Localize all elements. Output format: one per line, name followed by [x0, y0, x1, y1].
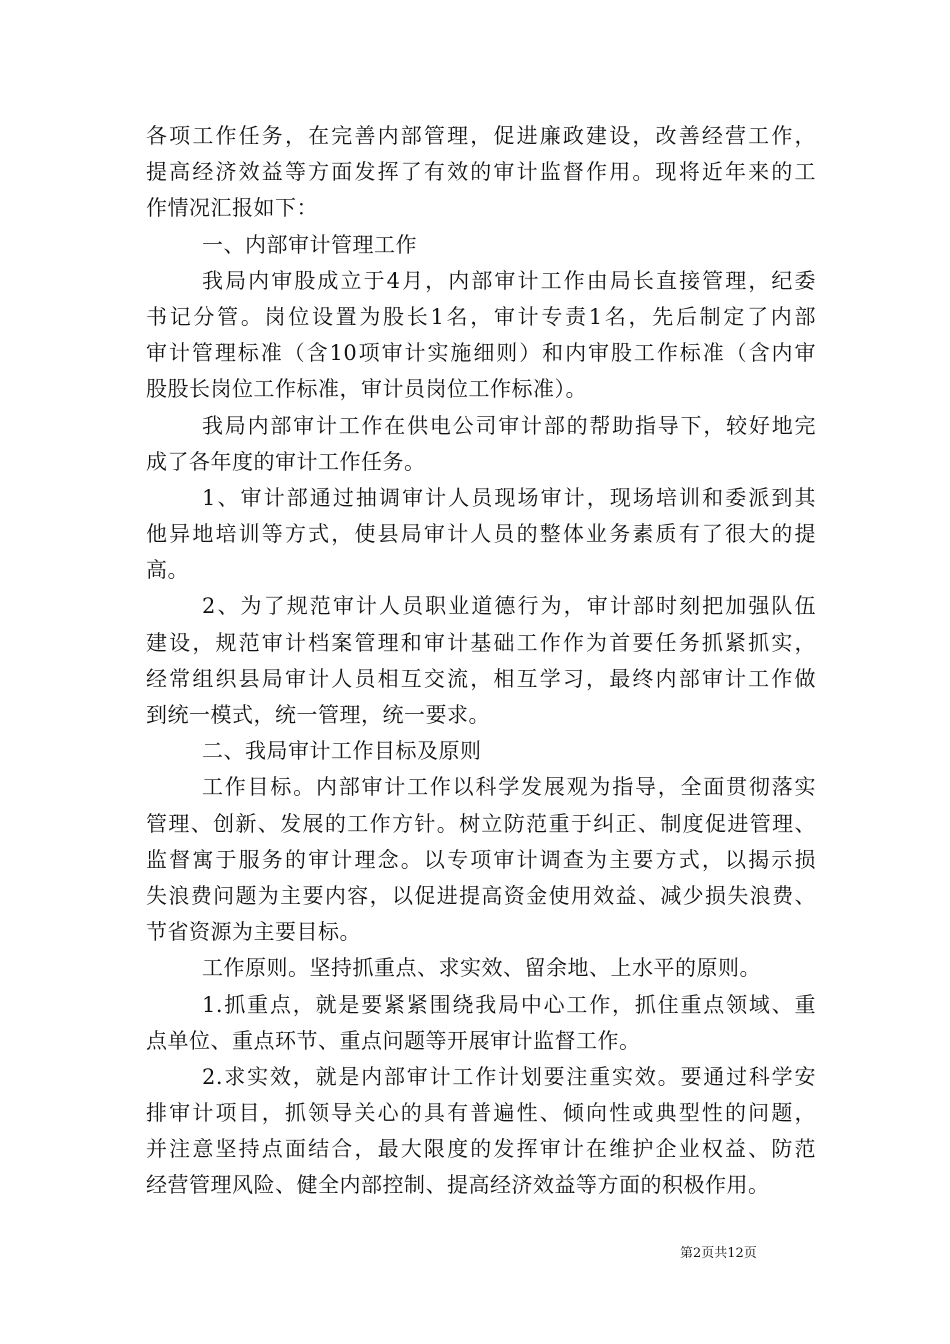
text-line: 点单位、重点环节、重点问题等开展审计监督工作。: [146, 1028, 641, 1053]
text-line: 并注意坚持点面结合，最大限度的发挥审计在维护企业权益、防范: [146, 1137, 816, 1162]
paragraph: [146, 950, 816, 986]
document-body: [146, 118, 816, 1204]
text-line: 各项工作任务，在完善内部管理，促进廉政建设，改善经营工作，: [146, 124, 816, 148]
text-line: 二、我局审计工作目标及原则: [202, 739, 482, 764]
text-line: 高。: [146, 558, 189, 583]
paragraph: [146, 769, 816, 950]
paragraph: [146, 480, 816, 589]
text-line: 工作原则。坚持抓重点、求实效、留余地、上水平的原则。: [202, 956, 761, 981]
text-line: 节省资源为主要目标。: [146, 920, 361, 945]
text-line: 1、审计部通过抽调审计人员现场审计，现场培训和委派到其: [202, 485, 816, 510]
page-number: 第2页共12页: [680, 1246, 757, 1261]
text-line: 2、为了规范审计人员职业道德行为，审计部时刻把加强队伍: [202, 594, 816, 619]
text-line: 提高经济效益等方面发挥了有效的审计监督作用。现将近年来的工: [146, 160, 816, 185]
section-heading: [146, 227, 816, 263]
paragraph: [146, 987, 816, 1059]
text-line: 书记分管。岗位设置为股长1名，审计专责1名，先后制定了内部: [146, 304, 816, 329]
paragraph: [146, 408, 816, 480]
text-line: 作情况汇报如下：: [146, 196, 318, 221]
text-line: 我局内审股成立于4月，内部审计工作由局长直接管理，纪委: [202, 268, 816, 293]
paragraph: [146, 118, 816, 227]
text-line: 2.求实效，就是内部审计工作计划要注重实效。要通过科学安: [202, 1064, 816, 1089]
text-line: 工作目标。内部审计工作以科学发展观为指导，全面贯彻落实: [202, 775, 816, 800]
text-line: 管理、创新、发展的工作方针。树立防范重于纠正、制度促进管理、: [146, 811, 816, 836]
text-line: 1.抓重点，就是要紧紧围绕我局中心工作，抓住重点领域、重: [202, 992, 816, 1017]
text-line: 建设，规范审计档案管理和审计基础工作作为首要任务抓紧抓实，: [146, 630, 816, 655]
section-heading: [146, 733, 816, 769]
text-line: 成了各年度的审计工作任务。: [146, 449, 426, 474]
text-line: 失浪费问题为主要内容，以促进提高资金使用效益、减少损失浪费、: [146, 883, 816, 908]
paragraph: [146, 1059, 816, 1204]
text-line: 他异地培训等方式，使县局审计人员的整体业务素质有了很大的提: [146, 522, 816, 547]
text-line: 监督寓于服务的审计理念。以专项审计调查为主要方式，以揭示损: [146, 847, 816, 872]
text-line: 审计管理标准（含10项审计实施细则）和内审股工作标准（含内审: [146, 341, 816, 366]
text-line: 经常组织县局审计人员相互交流，相互学习，最终内部审计工作做: [146, 666, 816, 691]
text-line: 排审计项目，抓领导关心的具有普遍性、倾向性或典型性的问题，: [146, 1101, 816, 1126]
text-line: 我局内部审计工作在供电公司审计部的帮助指导下，较好地完: [202, 413, 816, 438]
text-line: 到统一模式，统一管理，统一要求。: [146, 703, 490, 727]
text-line: 股股长岗位工作标准，审计员岗位工作标准）。: [146, 377, 587, 402]
text-line: 经营管理风险、健全内部控制、提高经济效益等方面的积极作用。: [146, 1173, 770, 1198]
paragraph: [146, 588, 816, 733]
paragraph: [146, 263, 816, 408]
text-line: 一、内部审计管理工作: [202, 232, 417, 257]
